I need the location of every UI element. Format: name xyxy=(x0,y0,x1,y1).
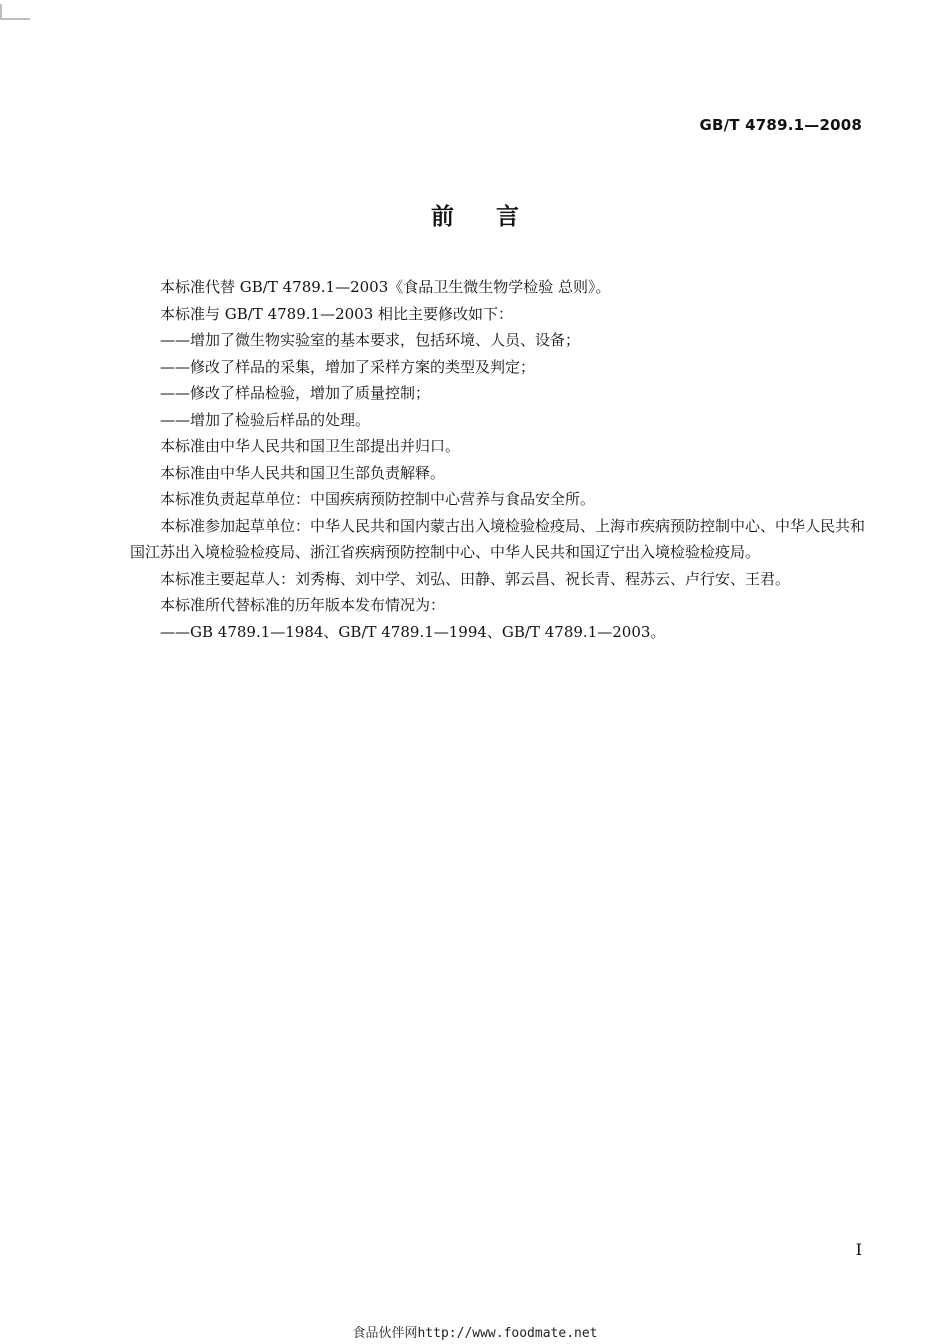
change-item: ——增加了检验后样品的处理。 xyxy=(160,410,371,429)
paragraph-history-intro: 本标准所代替标准的历年版本发布情况为： xyxy=(160,596,446,614)
change-item: ——修改了样品检验，增加了质量控制； xyxy=(160,384,431,402)
paragraph-interpreter: 本标准由中华人民共和国卫生部负责解释。 xyxy=(160,463,446,482)
paragraph-lead-drafter: 本标准负责起草单位：中国疾病预防控制中心营养与食品安全所。 xyxy=(160,490,596,508)
foreword-body xyxy=(130,274,865,645)
paragraph-participating-drafters: 本标准参加起草单位：中华人民共和国内蒙古出入境检验检疫局、上海市疾病预防控制中心、中华人民共和国江苏出入境检验检疫局、浙江省疾病预防控制中心、中华人民共和国辽宁出入境检验检疫局。 xyxy=(130,516,866,561)
paragraph-proposer: 本标准由中华人民共和国卫生部提出并归口。 xyxy=(160,437,461,455)
change-item: ——增加了微生物实验室的基本要求，包括环境、人员、设备； xyxy=(160,331,581,349)
paragraph-replaces: 本标准代替 GB/T 4789.1—2003《食品卫生微生物学检验 总则》。 xyxy=(160,278,611,296)
page-title: 前言 xyxy=(431,204,561,230)
standard-code: GB/T 4789.1—2008 xyxy=(699,116,862,134)
paragraph-changes-intro: 本标准与 GB/T 4789.1—2003 相比主要修改如下： xyxy=(160,304,514,323)
history-item: ——GB 4789.1—1984、GB/T 4789.1—1994、GB/T 4789.1—2003。 xyxy=(160,622,666,641)
footer-watermark: 食品伙伴网http://www.foodmate.net xyxy=(352,1326,598,1341)
page-number: I xyxy=(855,1240,862,1259)
paragraph-main-drafters: 本标准主要起草人：刘秀梅、刘中学、刘弘、田静、郭云昌、祝长青、程苏云、卢行安、王君。 xyxy=(160,569,791,588)
change-item: ——修改了样品的采集，增加了采样方案的类型及判定； xyxy=(160,357,536,376)
scan-corner-mark xyxy=(0,4,30,20)
